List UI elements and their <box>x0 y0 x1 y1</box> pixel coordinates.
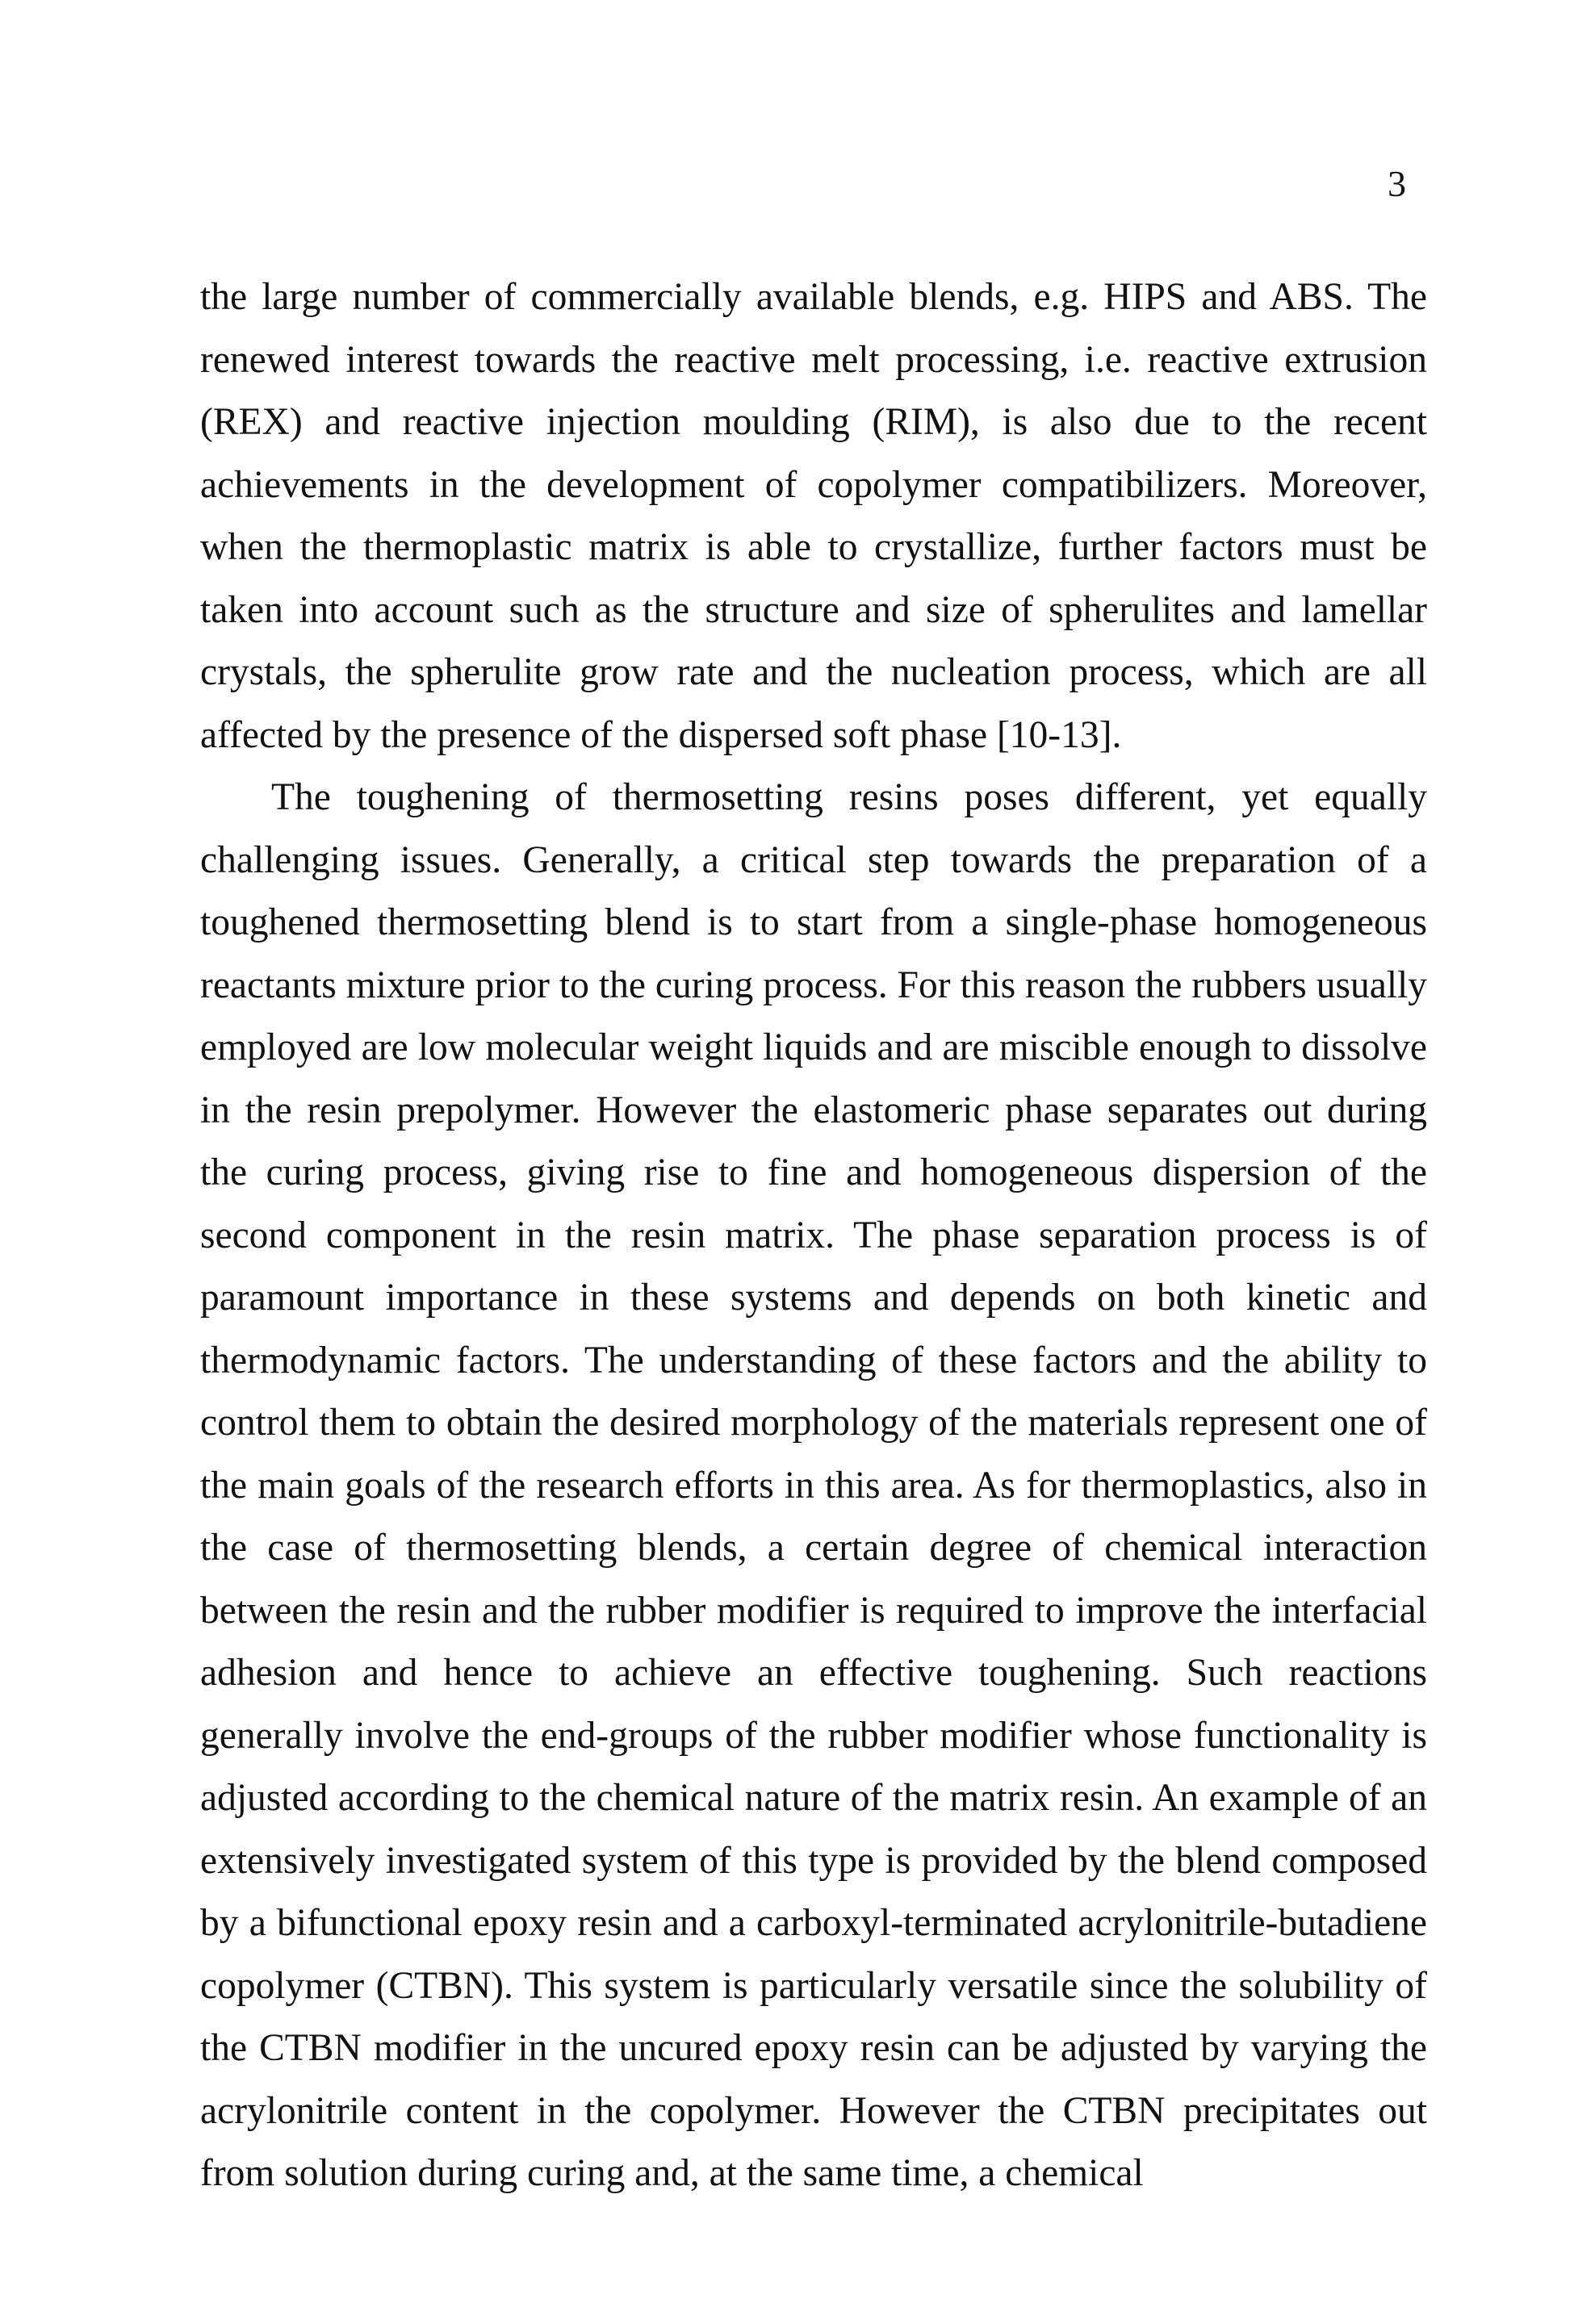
paragraph-thermosetting-toughening: The toughening of thermosetting resins poses different, yet equally challenging issues. Generally, a critical step towards the preparation of a toughened thermosetting blend is to start from a single-phase homogeneous reactants mixture prior to the curing process. For this reason the rubbers usually employed are low molecular weight liquids and are miscible enough to dissolve in the resin prepolymer. However the elastomeric phase separates out during the curing process, giving rise to fine and homogeneous dispersion of the second component in the resin matrix. The phase separation process is of paramount importance in these systems and depends on both kinetic and thermodynamic factors. The understanding of these factors and the ability to control them to obtain the desired morphology of the materials represent one of the main goals of the research efforts in this area. As for thermoplastics, also in the case of thermosetting blends, a certain degree of chemical interaction between the resin and the rubber modifier is required to improve the interfacial adhesion and hence to achieve an effective toughening. Such reactions generally involve the end-groups of the rubber modifier whose functionality is adjusted according to the chemical nature of the matrix resin. An example of an extensively investigated system of this type is provided by the blend composed by a bifunctional epoxy resin and a carboxyl-terminated acrylonitrile-butadiene copolymer (CTBN). This system is particularly versatile since the solubility of the CTBN modifier in the uncured epoxy resin can be adjusted by varying the acrylonitrile content in the copolymer. However the CTBN precipitates out from solution during curing and, at the same time, a chemical <box>200 776 1427 2194</box>
body-text <box>200 266 1427 2205</box>
paragraph-continuation: the large number of commercially available blends, e.g. HIPS and ABS. The renewed interest towards the reactive melt processing, i.e. reactive extrusion (REX) and reactive injection moulding (RIM), is also due to the recent achievements in the development of copolymer compatibilizers. Moreover, when the thermoplastic matrix is able to crystallize, further factors must be taken into account such as the structure and size of spherulites and lamellar crystals, the spherulite grow rate and the nucleation process, which are all affected by the presence of the dispersed soft phase [10-13]. <box>200 276 1427 756</box>
page-number: 3 <box>1388 163 1406 204</box>
